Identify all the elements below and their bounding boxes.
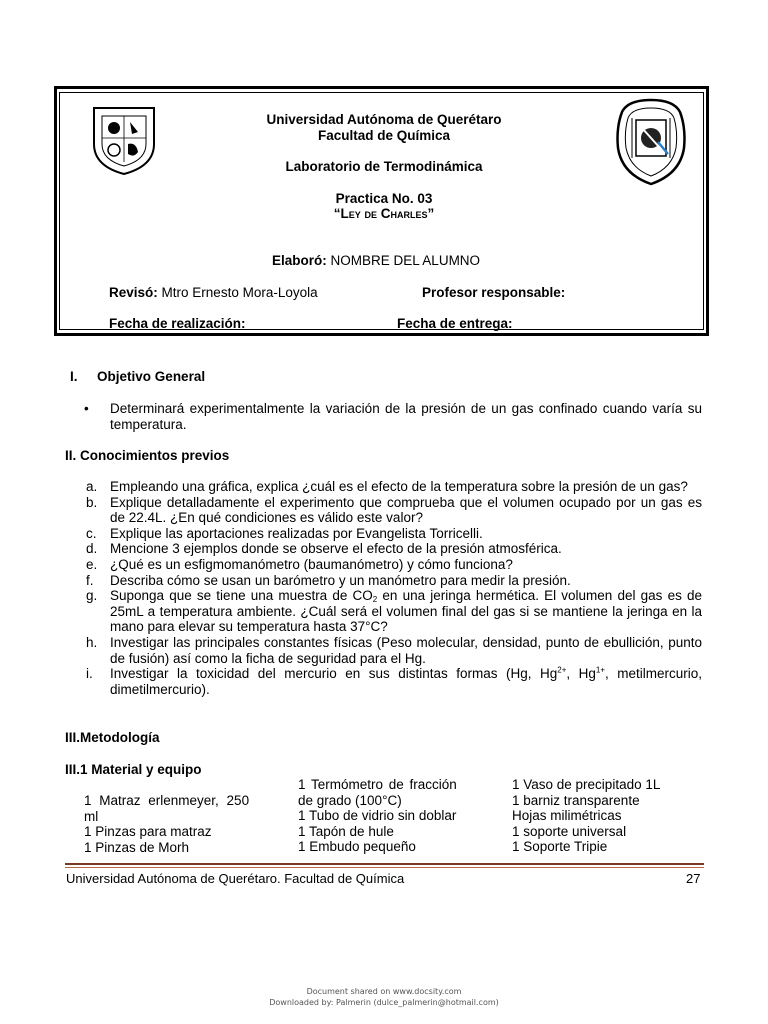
faculty-seal-logo: [614, 98, 688, 186]
list-item: [86, 479, 702, 495]
download-notice: Downloaded by: Palmerin (dulce_palmerin@hotmail.com): [269, 998, 499, 1007]
university-name: Universidad Autónoma de Querétaro: [266, 112, 502, 127]
faculty-name: Facultad de Química: [317, 128, 451, 143]
university-seal-logo: [90, 104, 158, 176]
list-marker: i.: [86, 666, 93, 682]
fecha-entrega-label: Fecha de entrega:: [397, 316, 513, 331]
material-item: 1 soporte universal: [512, 823, 627, 839]
text-part: Suponga que se tiene una muestra de CO: [110, 588, 373, 604]
list-item-text: Explique las aportaciones realizadas por Evangelista Torricelli.: [110, 525, 483, 541]
material-item: 1 Tapón de hule: [298, 823, 394, 839]
fecha-realizacion-field: [109, 316, 246, 331]
text-part: , metilmercurio, dimetilmercurio).: [110, 666, 702, 697]
text-part: Investigar la toxicidad del mercurio en sus distintas formas (Hg, Hg: [110, 666, 558, 682]
section-1-number: I.: [70, 369, 78, 384]
list-marker: g.: [86, 588, 98, 604]
profesor-label: Profesor responsable:: [422, 285, 566, 300]
material-item: 1 Pinzas para matraz: [84, 824, 212, 840]
superscript: 1+: [595, 665, 605, 675]
list-marker: c.: [86, 525, 97, 541]
list-item: [86, 634, 702, 666]
material-item: 1 Tubo de vidrio sin doblar: [298, 808, 457, 824]
material-item: de grado (100°C): [298, 792, 402, 808]
list-item-text: Empleando una gráfica, explica ¿cuál es el efecto de la temperatura sobre la presión de un gas?: [110, 479, 688, 494]
material-item: 1 Termómetro de fracción: [298, 777, 457, 792]
page-number: 27: [686, 871, 701, 886]
list-item-text: ¿Qué es un esfigmomanómetro (baumanómetro) y cómo funciona?: [110, 556, 513, 572]
elaboro-field: [272, 253, 480, 268]
footer-institution: Universidad Autónoma de Querétaro. Facultad de Química: [66, 871, 405, 886]
footer-divider: [65, 863, 704, 865]
list-marker: a.: [86, 479, 98, 494]
fecha-realizacion-label: Fecha de realización:: [109, 316, 246, 331]
list-item-text: [110, 588, 702, 634]
list-marker: b.: [86, 494, 98, 510]
bullet-icon: •: [84, 401, 89, 416]
lab-name: Laboratorio de Termodinámica: [285, 159, 483, 174]
material-column-1: [84, 793, 264, 855]
list-item: [86, 541, 702, 557]
section-2-heading: II. Conocimientos previos: [65, 448, 230, 463]
list-marker: f.: [86, 572, 94, 588]
practice-number: Practica No. 03: [335, 191, 433, 206]
text-part: , Hg: [566, 666, 596, 682]
reviso-field: [109, 285, 318, 300]
section-3-heading: III.Metodología: [65, 730, 160, 745]
elaboro-value: NOMBRE DEL ALUMNO: [330, 253, 481, 268]
objective-text: Determinará experimentalmente la variación de la presión de un gas confinado cuando varía su temperatura.: [110, 401, 702, 432]
list-item: [86, 494, 702, 526]
material-item: 1 barniz transparente: [512, 792, 640, 808]
list-item: [86, 572, 702, 589]
objective-item: [84, 401, 702, 433]
list-marker: h.: [86, 634, 98, 650]
material-item: 1 Pinzas de Morh: [84, 839, 190, 855]
material-column-2: [298, 777, 488, 855]
list-item-text: [110, 666, 702, 697]
practice-title: “Ley de Charles”: [333, 206, 435, 221]
list-marker: e.: [86, 556, 98, 572]
list-item: [86, 588, 702, 635]
list-item-text: Describa cómo se usan un barómetro y un manómetro para medir la presión.: [110, 572, 571, 588]
elaboro-label: Elaboró:: [272, 253, 327, 268]
section-1-title: Objetivo General: [97, 369, 206, 384]
footer-divider-thin: [65, 867, 704, 868]
list-item-text: Investigar las principales constantes físicas (Peso molecular, densidad, punto de ebullición, punto de fusión) así como la ficha de seguridad para el Hg.: [110, 634, 702, 666]
material-item: ml: [84, 808, 99, 824]
text-part: en una jeringa hermética. El volumen del gas es de 25mL a temperatura ambiente. ¿Cuál será el volumen final del gas si se mantiene la jeringa en la mano para elevar su temperatura hasta 37°C?: [110, 588, 702, 635]
section-1-heading: [70, 369, 205, 384]
material-item: 1 Soporte Tripie: [512, 839, 608, 855]
material-item: Hojas milimétricas: [512, 808, 622, 824]
section-3-1-heading: III.1 Material y equipo: [65, 762, 202, 777]
list-item: [86, 525, 702, 542]
list-marker: d.: [86, 541, 98, 557]
material-item: 1 Matraz erlenmeyer, 250: [84, 793, 250, 808]
list-item-text: Explique detalladamente el experimento que comprueba que el volumen ocupado por un gas es de 22.4L. ¿En qué condiciones es válido este valor?: [110, 494, 702, 526]
material-item: 1 Vaso de precipitado 1L: [512, 777, 661, 792]
prior-knowledge-list: [86, 479, 702, 697]
reviso-label: Revisó:: [109, 285, 158, 300]
subscript: 2: [372, 595, 378, 605]
list-item: [86, 665, 702, 697]
reviso-value: Mtro Ernesto Mora-Loyola: [161, 285, 318, 300]
material-item: 1 Embudo pequeño: [298, 839, 416, 855]
superscript: 2+: [557, 665, 567, 675]
fecha-entrega-field: [397, 316, 513, 331]
list-item: [86, 556, 702, 573]
list-item-text: Mencione 3 ejemplos donde se observe el efecto de la presión atmosférica.: [110, 541, 562, 557]
shared-notice: Document shared on www.docsity.com: [306, 987, 462, 996]
profesor-field: [422, 285, 565, 300]
material-column-3: [512, 777, 702, 855]
